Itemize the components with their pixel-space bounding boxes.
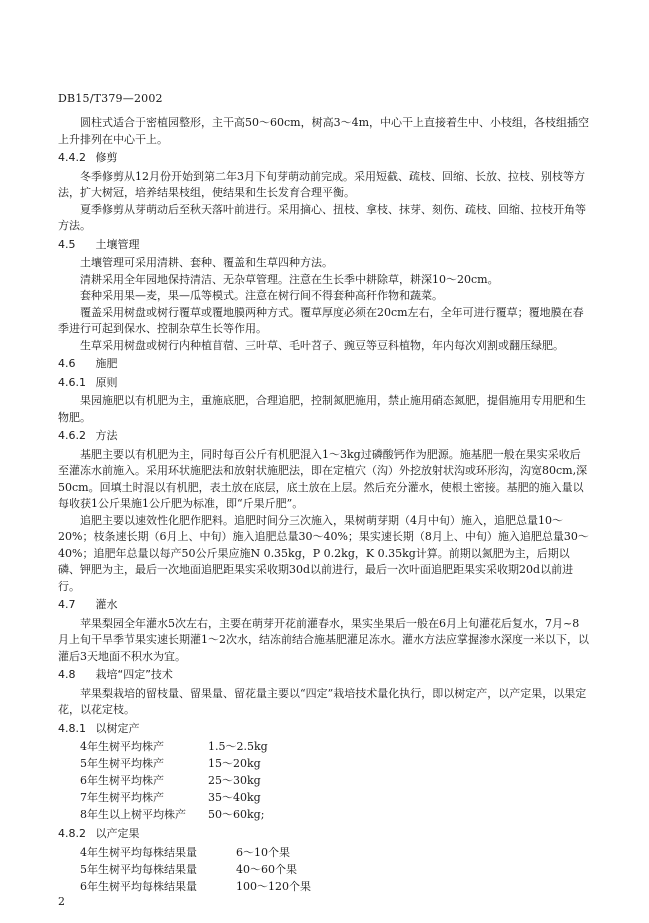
heading-4-6 (58, 356, 590, 373)
heading-4-7 (58, 597, 590, 614)
row-label: 6年生树平均每株结果量 (80, 879, 197, 893)
row-value: 100～120个果 (236, 879, 311, 893)
row-label: 4年生树平均每株结果量 (80, 845, 197, 859)
heading-4-8 (58, 667, 590, 684)
paragraph: 覆盖采用树盘或树行覆草或覆地膜两种方式。覆草厚度必须在20cm左右，全年可进行覆草；覆地膜在春季进行可起到保水、控制杂草生长等作用。 (58, 305, 584, 335)
row-label: 6年生树平均株产 (80, 774, 164, 788)
row-label: 4年生树平均株产 (80, 740, 164, 754)
row-value: 40～60个果 (236, 862, 297, 876)
section-title: 修剪 (95, 151, 118, 164)
row-label: 8年生以上树平均株产 (80, 808, 186, 822)
intro-paragraph: 圆柱式适合于密植园整形，主干高50～60cm，树高3～4m，中心干上直接着生中、小枝组，各枝组插空上升排列在中心干上。 (58, 116, 590, 146)
row-value: 6～10个果 (236, 845, 290, 859)
section-number: 4.8.1 (58, 721, 86, 735)
heading-4-4-2 (58, 150, 590, 167)
paragraph: 夏季修剪从芽萌动后至秋天落叶前进行。采用摘心、扭枝、拿枝、抹芽、刻伤、疏枝、回缩、拉枝开角等方法。 (58, 202, 586, 232)
section-number: 4.6 (58, 357, 76, 370)
row-label: 7年生树平均株产 (80, 791, 164, 805)
paragraph: 生草采用树盘或树行内种植苜蓿、三叶草、毛叶苕子、豌豆等豆科植物，年内每次刈割或翻压绿肥。 (80, 338, 564, 352)
section-number: 4.6.1 (58, 375, 86, 389)
section-title: 土壤管理 (95, 237, 140, 251)
section-number: 4.8 (58, 668, 76, 681)
paragraph: 土壤管理可采用清耕、套种、覆盖和生草四种方法。 (80, 256, 333, 269)
section-title: 栽培“四定”技术 (95, 668, 173, 681)
table-row (80, 862, 311, 879)
heading-4-8-1 (58, 721, 590, 738)
paragraph: 追肥主要以速效性化肥作肥料。追肥时间分三次施入，果树萌芽期（4月中旬）施入，追肥总量10～20%；枝条速长期（6月上、中旬）施入追肥总量30～40%；果实速长期（8月上、中旬）施入追肥总量30～40%；追肥年总量以每产50公斤果应施N 0.35kg，P 0.2kg，K 0.35kg计算。前期以氮肥为主，后期以磷、钾肥为主，最后一次地面追肥距果实采收期30d以前进行，最后一次叶面追肥距果实采收期20d以前进行。 (58, 513, 589, 593)
paragraph: 苹果梨园全年灌水5次左右，主要在萌芽开花前灌春水，果实坐果后一般在6月上旬灌花后复水，7月~8月上旬干旱季节果实速长期灌1～2次水，结冻前结合施基肥灌足冻水。灌水方法应掌握渗水深度一米以下，以灌后3天地面不积水为宜。 (58, 616, 589, 663)
paragraph: 清耕采用全年园地保持清洁、无杂草管理。注意在生长季中耕除草，耕深10～20cm。 (80, 272, 499, 286)
table-row (80, 773, 268, 790)
table-row (80, 756, 268, 773)
paragraph: 苹果梨栽培的留枝量、留果量、留花量主要以“四定”栽培技术量化执行，即以树定产，以产定果，以果定花，以花定枝。 (58, 686, 587, 716)
section-number: 4.6.2 (58, 429, 86, 442)
row-value: 35～40kg (208, 791, 261, 805)
row-value: 1.5～2.5kg (208, 740, 268, 754)
row-label: 5年生树平均株产 (80, 757, 164, 771)
paragraph: 冬季修剪从12月份开始到第二年3月下旬芽萌动前完成。采用短截、疏枝、回缩、长放、拉枝、别枝等方法，扩大树冠，培养结果枝组，使结果和生长发育合理平衡。 (58, 169, 585, 199)
table-row (80, 790, 268, 807)
row-label: 5年生树平均每株结果量 (80, 862, 197, 876)
section-number: 4.8.2 (58, 827, 86, 840)
page-number: 2 (58, 895, 65, 908)
table-row (80, 739, 268, 756)
section-title: 方法 (95, 429, 118, 442)
paragraph: 基肥主要以有机肥为主，同时每百公斤有机肥混入1～3kg过磷酸钙作为肥源。施基肥一般在果实采收后至灌冻水前施入。采用环状施肥法和放射状施肥法，即在定植穴（沟）外挖放射状沟或环形沟，沟宽80cm,深50cm。回填土时混以有机肥，表土放在底层，底土放在上层。然后充分灌水，使根土密接。基肥的施入量以每收获1公斤果施1公斤肥为标准，即“斤果斤肥”。 (58, 447, 588, 510)
heading-4-6-2 (58, 428, 590, 445)
heading-4-6-1 (58, 375, 590, 392)
heading-4-5 (58, 237, 590, 254)
section-title: 施肥 (95, 357, 118, 370)
section-title: 以产定果 (95, 827, 140, 840)
document-code: DB15/T379—2002 (58, 92, 163, 105)
section-number: 4.7 (58, 598, 76, 611)
row-value: 50～60kg; (208, 808, 265, 822)
section-title: 以树定产 (95, 721, 140, 735)
yield-per-tree-table (80, 739, 268, 824)
fruit-count-table (80, 845, 311, 896)
table-row (80, 807, 268, 824)
page-content (58, 115, 590, 896)
row-value: 15～20kg (208, 757, 261, 771)
heading-4-8-2 (58, 826, 590, 843)
section-title: 原则 (95, 375, 118, 389)
section-number: 4.5 (58, 237, 76, 251)
paragraph: 果园施肥以有机肥为主，重施底肥，合理追肥，控制氮肥施用，禁止施用硝态氮肥，提倡施用专用肥和生物肥。 (58, 394, 586, 424)
row-value: 25～30kg (208, 774, 261, 788)
section-number: 4.4.2 (58, 151, 86, 164)
table-row (80, 879, 311, 896)
paragraph: 套种采用果—麦，果—瓜等模式。注意在树行间不得套种高秆作物和蔬菜。 (80, 289, 443, 302)
section-title: 灌水 (95, 598, 118, 611)
table-row (80, 845, 311, 862)
